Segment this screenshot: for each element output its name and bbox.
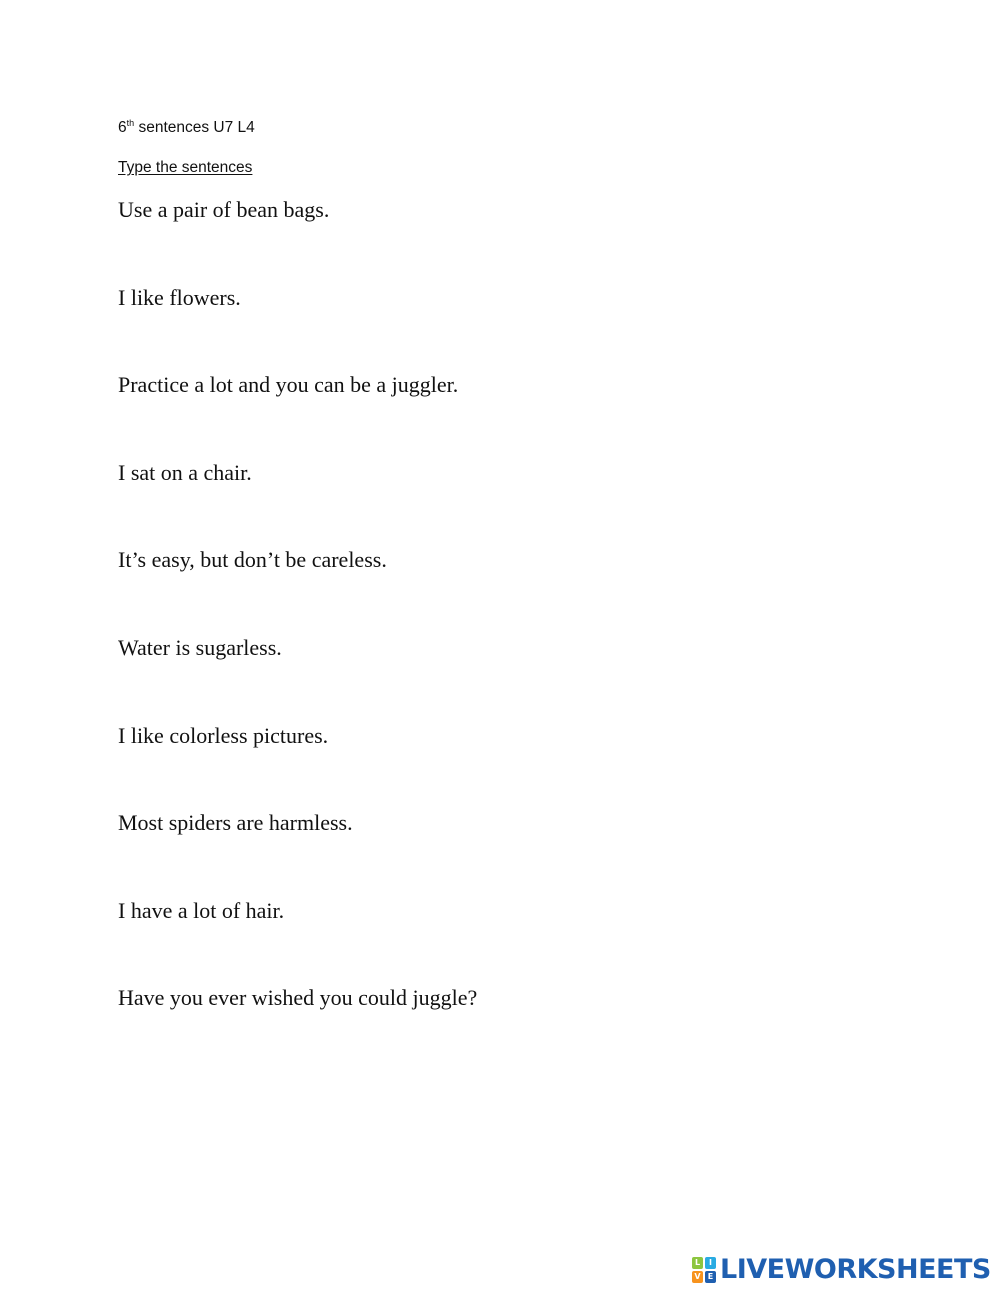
sentence: I like colorless pictures. [118,722,329,748]
logo-tile: E [705,1271,716,1283]
header-grade-suffix: th [126,118,135,128]
header-title: sentences U7 L4 [134,119,255,136]
sentence: Most spiders are harmless. [118,810,353,836]
sentence: Water is sugarless. [118,634,282,660]
sentence: I have a lot of hair. [118,897,285,923]
instruction-text: Type the sentences [118,159,253,176]
sentence: Practice a lot and you can be a juggler. [118,372,459,398]
sentence-list [118,196,477,1072]
logo-mark-icon [692,1257,716,1283]
worksheet-header [118,118,255,138]
sentence: Have you ever wished you could juggle? [118,985,478,1011]
sentence: Use a pair of bean bags. [118,197,330,222]
sentence: It’s easy, but don’t be careless. [118,547,387,573]
header-grade: 6 [118,119,127,136]
liveworksheets-logo [692,1254,991,1286]
logo-tile: V [692,1271,703,1283]
logo-wordmark: LIVEWORKSHEETS [720,1254,991,1285]
logo-tile: L [692,1257,703,1269]
sentence: I sat on a chair. [118,459,252,485]
logo-tile: I [705,1257,716,1269]
sentence: I like flowers. [118,284,241,310]
